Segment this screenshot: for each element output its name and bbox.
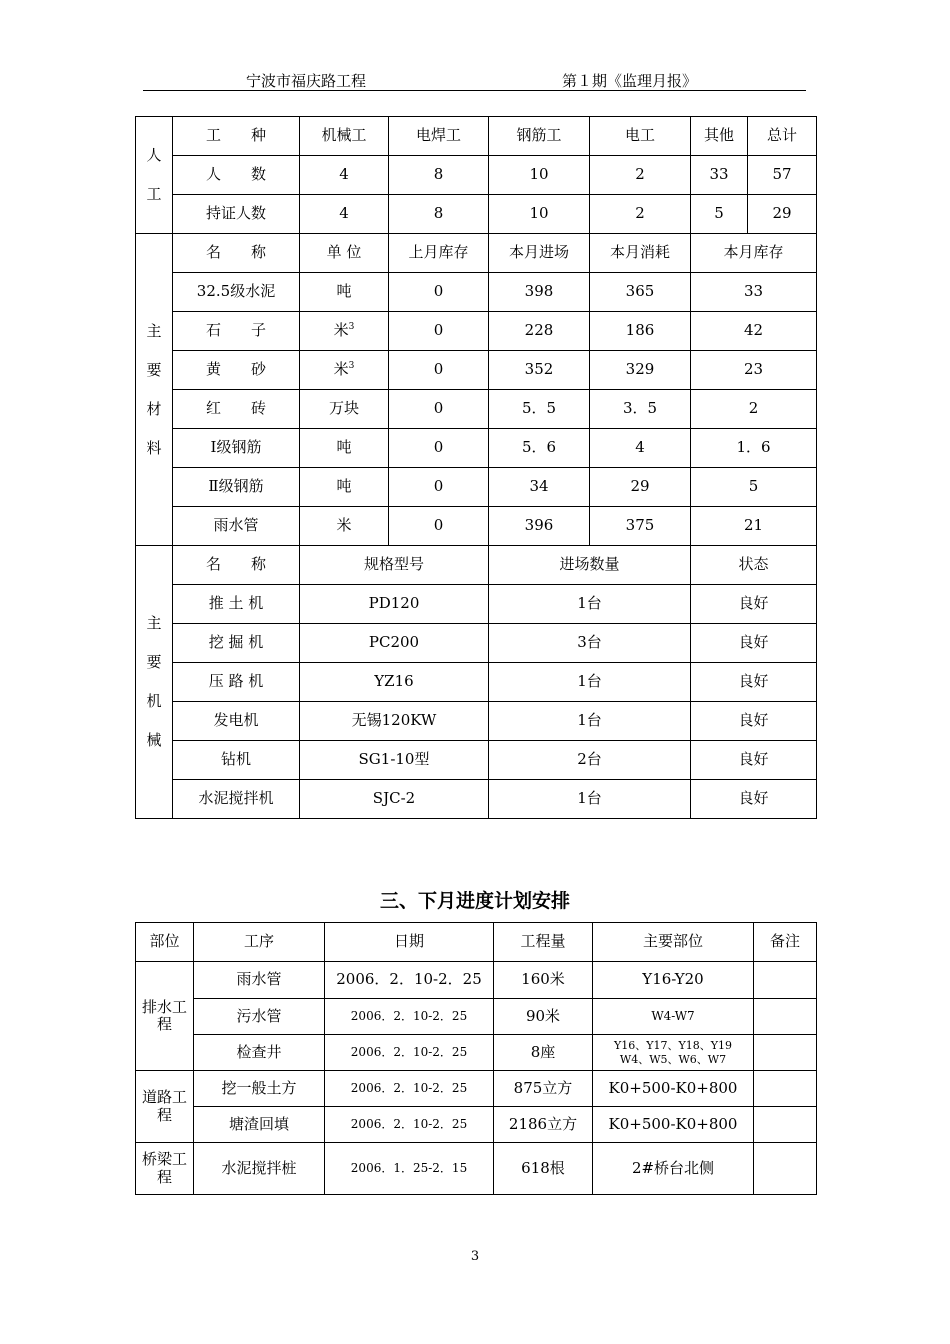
plan-row [136, 999, 817, 1035]
material-stock: 5 [691, 468, 817, 507]
section-title: 三、下月进度计划安排 [379, 890, 570, 912]
machine-qty: 3台 [489, 624, 691, 663]
machine-model: PD120 [300, 585, 489, 624]
material-used: 375 [590, 507, 691, 546]
labor-cell: 钢筋工 [489, 117, 590, 156]
material-in: 5．5 [489, 390, 590, 429]
labor-cell: 4 [300, 156, 389, 195]
labor-row-header [136, 117, 817, 156]
plan-remark [754, 962, 817, 999]
material-stock: 33 [691, 273, 817, 312]
material-used: 3．5 [590, 390, 691, 429]
plan-location: K0+500-K0+800 [593, 1107, 754, 1143]
labor-cell: 8 [389, 195, 489, 234]
plan-remark [754, 1071, 817, 1107]
machine-qty: 1台 [489, 780, 691, 819]
machine-model: PC200 [300, 624, 489, 663]
labor-row-certified [136, 195, 817, 234]
plan-header-cell: 备注 [754, 923, 817, 962]
material-stock: 2 [691, 390, 817, 429]
plan-location: Y16-Y20 [593, 962, 754, 999]
material-prev: 0 [389, 429, 489, 468]
plan-process: 水泥搅拌桩 [194, 1143, 325, 1195]
plan-row [136, 1035, 817, 1071]
plan-remark [754, 1143, 817, 1195]
material-unit: 吨 [300, 468, 389, 507]
plan-date: 2006．2．10-2．25 [325, 1107, 494, 1143]
material-unit: 吨 [300, 429, 389, 468]
plan-header-cell: 部位 [136, 923, 194, 962]
plan-date: 2006．2．10-2．25 [325, 1035, 494, 1071]
plan-process: 污水管 [194, 999, 325, 1035]
plan-qty: 2186立方 [494, 1107, 593, 1143]
machinery-header-cell: 规格型号 [300, 546, 489, 585]
material-used: 186 [590, 312, 691, 351]
materials-header-cell: 单 位 [300, 234, 389, 273]
machinery-row [136, 585, 817, 624]
plan-group-label: 排水工程 [136, 962, 194, 1071]
material-stock: 21 [691, 507, 817, 546]
labor-cell: 电焊工 [389, 117, 489, 156]
materials-row [136, 429, 817, 468]
machine-model: SJC-2 [300, 780, 489, 819]
plan-remark [754, 999, 817, 1035]
material-used: 365 [590, 273, 691, 312]
plan-remark [754, 1035, 817, 1071]
machine-status: 良好 [691, 624, 817, 663]
plan-date: 2006．1．25-2．15 [325, 1143, 494, 1195]
labor-cell: 电工 [590, 117, 691, 156]
machine-name: 推 土 机 [173, 585, 300, 624]
material-used: 329 [590, 351, 691, 390]
material-name: 红 砖 [173, 390, 300, 429]
material-in: 228 [489, 312, 590, 351]
machine-name: 发电机 [173, 702, 300, 741]
plan-location: Y16、Y17、Y18、Y19 W4、W5、W6、W7 [593, 1035, 754, 1071]
materials-row [136, 507, 817, 546]
machine-status: 良好 [691, 780, 817, 819]
machinery-header-cell: 名 称 [173, 546, 300, 585]
plan-date: 2006．2．10-2．25 [325, 1071, 494, 1107]
material-in: 396 [489, 507, 590, 546]
material-prev: 0 [389, 507, 489, 546]
material-prev: 0 [389, 468, 489, 507]
plan-process: 塘渣回填 [194, 1107, 325, 1143]
material-unit: 米$^3$ [300, 351, 389, 390]
machine-qty: 1台 [489, 585, 691, 624]
material-in: 352 [489, 351, 590, 390]
labor-cell: 2 [590, 195, 691, 234]
resources-table [135, 116, 817, 819]
machine-qty: 2台 [489, 741, 691, 780]
plan-remark [754, 1107, 817, 1143]
machine-status: 良好 [691, 741, 817, 780]
machine-name: 压 路 机 [173, 663, 300, 702]
plan-qty: 618根 [494, 1143, 593, 1195]
material-in: 5．6 [489, 429, 590, 468]
material-unit: 米$^3$ [300, 312, 389, 351]
materials-header-cell: 本月进场 [489, 234, 590, 273]
material-stock: 42 [691, 312, 817, 351]
machinery-header-cell: 状态 [691, 546, 817, 585]
plan-qty: 8座 [494, 1035, 593, 1071]
machine-name: 钻机 [173, 741, 300, 780]
materials-row [136, 468, 817, 507]
materials-row [136, 351, 817, 390]
labor-cell: 10 [489, 195, 590, 234]
header-project: 宁波市福庆路工程 [246, 72, 367, 90]
plan-location: K0+500-K0+800 [593, 1071, 754, 1107]
plan-qty: 90米 [494, 999, 593, 1035]
machinery-row [136, 624, 817, 663]
plan-group-label: 桥梁工程 [136, 1143, 194, 1195]
plan-qty: 160米 [494, 962, 593, 999]
machine-qty: 1台 [489, 663, 691, 702]
material-prev: 0 [389, 351, 489, 390]
materials-header-cell: 上月库存 [389, 234, 489, 273]
machinery-row [136, 702, 817, 741]
plan-header-cell: 工程量 [494, 923, 593, 962]
labor-cell: 33 [691, 156, 748, 195]
plan-table [135, 922, 817, 1195]
machinery-row [136, 780, 817, 819]
plan-row [136, 1071, 817, 1107]
plan-location: W4-W7 [593, 999, 754, 1035]
header-rule [143, 90, 806, 91]
materials-row [136, 312, 817, 351]
machine-model: YZ16 [300, 663, 489, 702]
labor-cell: 29 [748, 195, 817, 234]
labor-cell: 4 [300, 195, 389, 234]
machine-status: 良好 [691, 663, 817, 702]
machine-model: 无锡120KW [300, 702, 489, 741]
material-unit: 米 [300, 507, 389, 546]
plan-qty: 875立方 [494, 1071, 593, 1107]
materials-header-cell: 本月库存 [691, 234, 817, 273]
plan-header-row [136, 923, 817, 962]
labor-group-label: 人 工 [136, 117, 173, 234]
material-stock: 1．6 [691, 429, 817, 468]
labor-cell: 持证人数 [173, 195, 300, 234]
labor-cell: 8 [389, 156, 489, 195]
material-unit: 吨 [300, 273, 389, 312]
machine-qty: 1台 [489, 702, 691, 741]
materials-row-header [136, 234, 817, 273]
labor-cell: 5 [691, 195, 748, 234]
material-name: 雨水管 [173, 507, 300, 546]
plan-row [136, 1143, 817, 1195]
plan-process: 检查井 [194, 1035, 325, 1071]
machine-name: 挖 掘 机 [173, 624, 300, 663]
labor-cell: 10 [489, 156, 590, 195]
plan-group-label: 道路工程 [136, 1071, 194, 1143]
machine-model: SG1-10型 [300, 741, 489, 780]
material-name: 石 子 [173, 312, 300, 351]
plan-date: 2006．2．10-2．25 [325, 999, 494, 1035]
machine-name: 水泥搅拌机 [173, 780, 300, 819]
machine-status: 良好 [691, 702, 817, 741]
labor-cell: 总计 [748, 117, 817, 156]
plan-date: 2006．2．10-2．25 [325, 962, 494, 999]
materials-group-label: 主 要 材 料 [136, 234, 173, 546]
plan-row [136, 1107, 817, 1143]
material-prev: 0 [389, 273, 489, 312]
labor-cell: 57 [748, 156, 817, 195]
plan-header-cell: 主要部位 [593, 923, 754, 962]
material-name: 黄 砂 [173, 351, 300, 390]
materials-row [136, 390, 817, 429]
machinery-row [136, 663, 817, 702]
material-stock: 23 [691, 351, 817, 390]
materials-header-cell: 名 称 [173, 234, 300, 273]
machinery-group-label: 主 要 机 械 [136, 546, 173, 819]
plan-header-cell: 工序 [194, 923, 325, 962]
plan-process: 挖一般土方 [194, 1071, 325, 1107]
labor-cell: 机械工 [300, 117, 389, 156]
plan-header-cell: 日期 [325, 923, 494, 962]
plan-location: 2#桥台北侧 [593, 1143, 754, 1195]
plan-process: 雨水管 [194, 962, 325, 999]
materials-row [136, 273, 817, 312]
machinery-row [136, 741, 817, 780]
material-name: 32.5级水泥 [173, 273, 300, 312]
materials-header-cell: 本月消耗 [590, 234, 691, 273]
header-report: 第１期《监理月报》 [562, 72, 698, 90]
page-number: 3 [470, 1249, 480, 1264]
material-in: 34 [489, 468, 590, 507]
material-used: 4 [590, 429, 691, 468]
machinery-row-header [136, 546, 817, 585]
material-name: Ⅰ级钢筋 [173, 429, 300, 468]
machine-status: 良好 [691, 585, 817, 624]
labor-cell: 工 种 [173, 117, 300, 156]
material-in: 398 [489, 273, 590, 312]
material-name: Ⅱ级钢筋 [173, 468, 300, 507]
machinery-header-cell: 进场数量 [489, 546, 691, 585]
labor-cell: 2 [590, 156, 691, 195]
material-prev: 0 [389, 312, 489, 351]
material-prev: 0 [389, 390, 489, 429]
material-unit: 万块 [300, 390, 389, 429]
labor-cell: 人 数 [173, 156, 300, 195]
labor-cell: 其他 [691, 117, 748, 156]
labor-row-count [136, 156, 817, 195]
plan-row [136, 962, 817, 999]
material-used: 29 [590, 468, 691, 507]
